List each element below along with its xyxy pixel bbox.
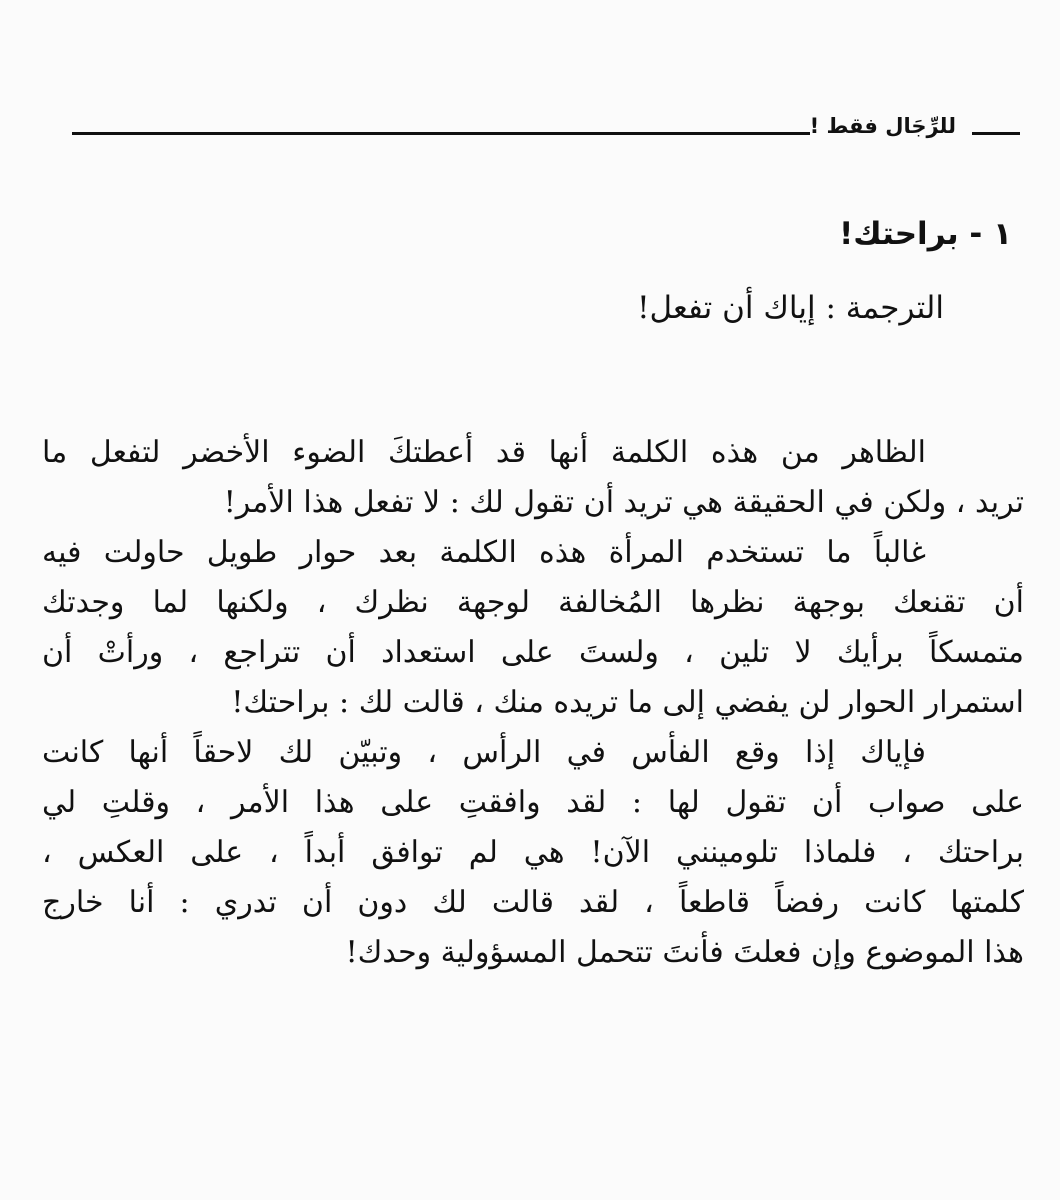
header-dash [972, 132, 1020, 135]
text-line: فإياك إذا وقع الفأس في الرأس ، وتبيّن لك لاحقاً أنها كانت [42, 735, 926, 770]
text-line: استمرار الحوار لن يفضي إلى ما تريده منك ، قالت لك : براحتك! [231, 685, 1024, 720]
text-line: هذا الموضوع وإن فعلتَ فأنتَ تتحمل المسؤولية وحدك! [345, 935, 1024, 970]
text-line: على صواب أن تقول لها : لقد وافقتِ على هذا الأمر ، وقلتِ لي [42, 785, 1024, 820]
running-head-title: للرِّجَال فقط ! [809, 114, 956, 138]
text-line: براحتك ، فلماذا تلومينني الآن! هي لم توافق أبداً ، على العكس ، [42, 835, 1024, 870]
translation-line: الترجمة : إياك أن تفعل! [637, 290, 944, 326]
text-line: كلمتها كانت رفضاً قاطعاً ، لقد قالت لك دون أن تدري : أنا خارج [42, 885, 1024, 920]
text-line: متمسكاً برأيك لا تلين ، ولستَ على استعداد أن تتراجع ، ورأتْ أن [42, 635, 1024, 670]
text-line: غالباً ما تستخدم المرأة هذه الكلمة بعد حوار طويل حاولت فيه [42, 535, 926, 570]
header-rule [72, 132, 810, 135]
text-line: الظاهر من هذه الكلمة أنها قد أعطتكَ الضوء الأخضر لتفعل ما [42, 435, 926, 470]
text-line: أن تقنعك بوجهة نظرها المُخالفة لوجهة نظرك ، ولكنها لما وجدتك [42, 585, 1024, 620]
text-line: تريد ، ولكن في الحقيقة هي تريد أن تقول لك : لا تفعل هذا الأمر! [223, 485, 1024, 520]
running-head [72, 112, 1020, 152]
body-text [42, 428, 1024, 978]
section-heading: ١ - براحتك! [839, 216, 1012, 252]
